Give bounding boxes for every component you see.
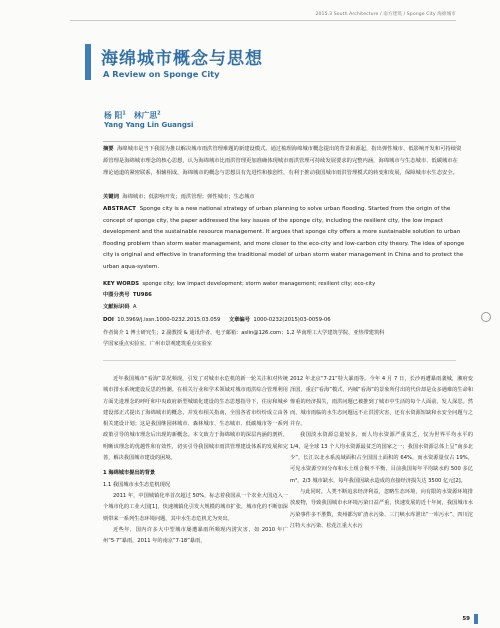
running-head: 2015.3 South Architecture / 南方建筑 / Sponge City 海绵城市: [315, 12, 456, 17]
document-code-label: 文献标识码: [103, 304, 130, 310]
keywords-chinese-text: 海绵城市；低影响开发；雨洪管理；弹性城市；生态城市: [122, 194, 255, 200]
authors-english: Yang Yang Lin Guangsi: [104, 121, 194, 129]
intro-paragraph: 近年我国城市“看海”景况频现，引发了对城市水危机的新一轮关注和对传统城市排水系统建设反思的热潮。在相关行业和学术领域对城市雨洪综合管理利用方面先进理念的呼吁和中央政府新型城镇化建设的生态思想指导下，住房和城乡建设部正式提出了海绵城市的概念，并发布相关指南，全国各省市纷纷成立由各相关建设计划；这是我国继园林城市、森林城市、生态城市、低碳城市等一系列政策引导的城市理念后出现的新概念。本文致力于海绵城市的深层内涵的剖析，明晰该理念的优越性和有效性，切实引导我国城市雨洪管理建设体系的发展和完善，解决我国城市建设的困境。: [103, 376, 288, 462]
subsection-heading-1-1: 1.1 我国城市水生态危机现况: [103, 481, 170, 488]
abstract-chinese-label: 摘要: [103, 146, 114, 152]
keywords-english-text: sponge city; low impact development; storm water management; resilient city; eco-city: [142, 281, 376, 287]
abstract-english: [103, 204, 473, 274]
page-number-accent: [474, 614, 478, 624]
article-number-value: 1000-0232(2015)03-0059-06: [253, 317, 331, 323]
abstract-chinese: [103, 143, 463, 179]
doi-label: DOI: [103, 317, 114, 323]
keywords-chinese: [103, 191, 463, 203]
author-1-name: 杨 阳: [104, 111, 123, 120]
body-paragraph: 2012 年北京“7·21”特大暴雨等。今年 4 月 7 日，长沙再遭暴雨袭城，湘府变泽国，重启“看海”模式，内城“看海”的景象所付出的代价却是众多遇难的生命和惨重的经济损失，雨洪问题已被推到了城市中生活的每个人面前，发人深思。然而，城市雨临的水生态问题远不止洪涝灾害，还有水资源短缺和水安全问题与之并存。: [290, 376, 473, 428]
keywords-chinese-label: 关键词: [103, 194, 119, 200]
side-marker-icon: [481, 312, 491, 322]
body-divider: [103, 360, 456, 361]
author-2-mark: 2: [157, 111, 161, 117]
abstract-english-label: ABSTRACT: [103, 206, 136, 212]
page-number: 59: [462, 616, 470, 622]
authors-chinese: [104, 110, 161, 121]
abstract-chinese-text: 海绵城市是当下我国为推以解决城市雨洪管理难题的新建设模式。通过梳理海绵城市概念提出的背景和源起，指出弹性城市、低影响开发和可持续资源管理是海绵城市理念的核心思想，认为海绵城市比雨洪管理更加准确体现城市雨洪管理可持续发展要求的完整内涵，海绵城市与生态城市、低碳城市在理论通道的紧密联系，相辅相成，海绵城市的概念与思想具有先进性和独创性，有利于推动我国城市雨洪管理模式的转变和发展，保障城市水生态安全。: [103, 146, 462, 176]
abstract-divider: [103, 141, 456, 142]
body-paragraph: 我国淡水资源总量较多，而人均水资源严重贫乏，仅为世界平均水平的 1/4，是全球 13 个人均水资源最贫乏的国家之一；我国水资源总体上呈“南多北少”，长江以北水系流域面积占全国国土面积的 64%，而水资源量仅占 19%，可见水资源空间分布和水土组合极不平衡，目前我国每年平均缺水约 500 多亿 m³，2/3 城市缺水，每年我国因缺水造成的直接经济损失达 3500 亿元[2]。: [290, 432, 473, 484]
doi-value: 10.3969/j.issn.1000-0232.2015.03.059: [117, 317, 221, 323]
body-paragraph: 与此同时，人类不断追求经济利益，忽略生态环境，向有限的水资源环境排放废物，导致我国城市水环境污染日益严重，快速发展的近十年间，我国城市水污染事件多不胜数，贵州都匀矿渣水污染、三门峡水库泄出“一库污水”、四川沱江特大水污染、松花江重大水污: [290, 488, 473, 529]
keywords-english-label: KEY WORDS: [103, 281, 140, 287]
body-column-left: [103, 374, 288, 547]
author-info-line-1: 作者简介 1 博士研究生；2 副教授 & 通讯作者，电子邮箱：aslin@126.com；1,2 华南理工大学建筑学院、亚热带建筑科: [103, 330, 385, 336]
abstract-english-text: Sponge city is a new national strategy of urban planning to solve urban flooding. Started from the origin of the concept of sponge city, the paper addressed the key issues of the sponge city, including the resilient city, the low impact development and the sustainable resource management. It argues that sponge city offers a more sustainable solution to urban flooding problem than storm water management, and more closer to the eco-city and low-carbon city theory. The idea of sponge city is original and effective in transforming the traditional model of urban storm water management in China and to protect the urban aqua-system.: [103, 206, 465, 270]
classification-value: TU986: [132, 292, 152, 298]
author-info-line-2: 学国家重点实验室、广州市景观建筑重点实验室: [103, 341, 212, 347]
body-paragraph: 2011 年，中国城镇化率首次超过 50%，标志着我国从一个农业大国迈入一个城市化的工业大国[1]，快速城镇化引发大规模的城市扩张，城市化的不断加深则带来一系列生态环境问题，其中水生态危机尤为突出。: [103, 492, 288, 522]
body-paragraph: 近些年，国内许多大中型城市屡遭暴雨所频现内涝灾害，如 2010 年广州“5·7”暴雨，2011 年的南京“7·18”暴雨，: [103, 526, 288, 545]
article-number-label: 文章编号: [228, 317, 251, 323]
classification-number: [103, 289, 463, 301]
section-heading-1: 1 海绵城市提出的背景: [103, 470, 156, 477]
body-column-right: [290, 374, 473, 532]
header-divider: [70, 20, 456, 21]
title-accent-bar: [85, 44, 91, 80]
article-title-english: A Review on Sponge City: [103, 69, 220, 79]
author-2-name: 林广思: [133, 111, 158, 120]
doi-line: [103, 314, 463, 326]
document-code-value: A: [132, 304, 137, 310]
article-title-chinese: 海绵城市概念与思想: [101, 49, 263, 69]
document-code: [103, 301, 463, 313]
classification-label: 中图分类号: [103, 292, 130, 298]
author-1-mark: 1: [122, 111, 126, 117]
